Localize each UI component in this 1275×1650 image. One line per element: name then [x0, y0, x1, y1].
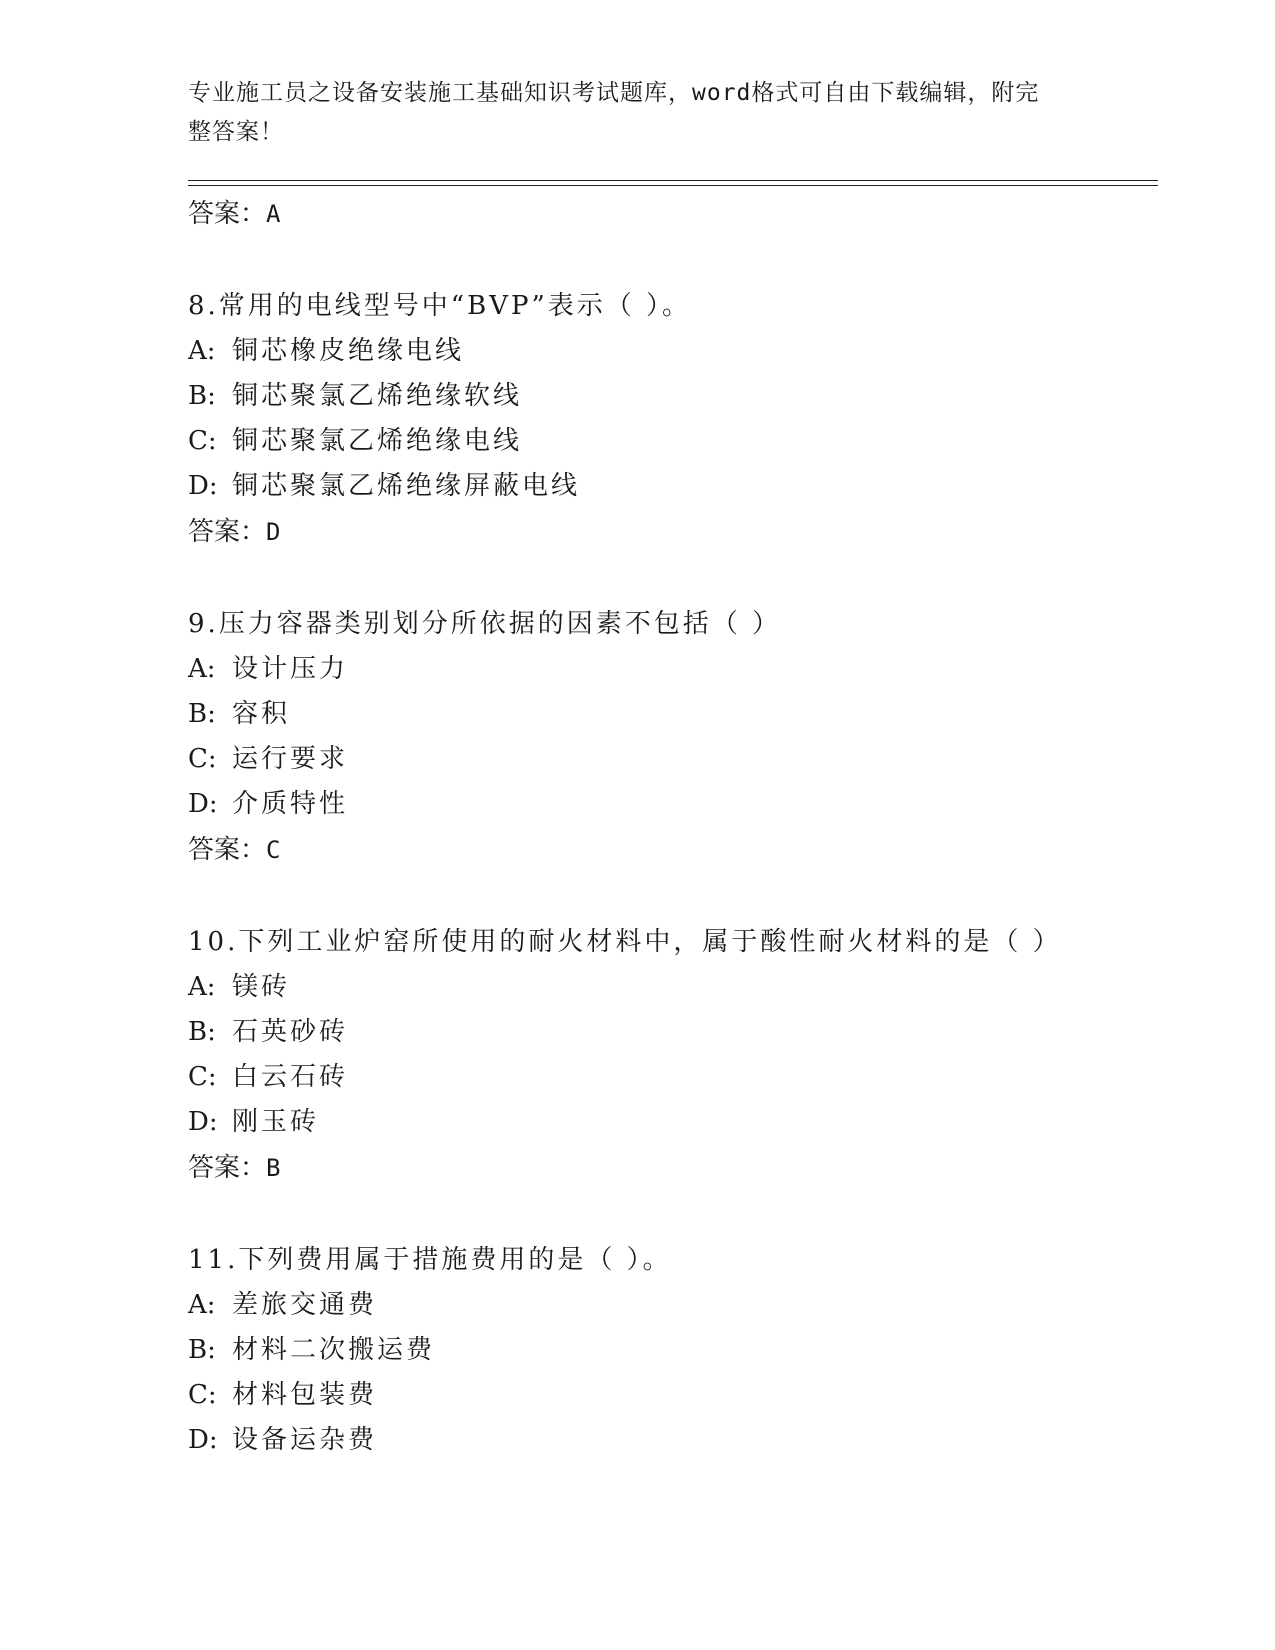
option-letter: D: — [188, 471, 218, 501]
answer-line — [188, 1145, 1158, 1191]
option-text: 材料包装费 — [232, 1380, 378, 1410]
option-d — [188, 464, 1158, 509]
option-letter: D: — [188, 1425, 218, 1455]
option-c — [188, 737, 1158, 782]
option-letter: C: — [188, 426, 217, 456]
answer-line — [188, 827, 1158, 873]
document-body — [188, 191, 1158, 1463]
option-d — [188, 782, 1158, 827]
option-c — [188, 419, 1158, 464]
option-text: 石英砂砖 — [232, 1017, 349, 1047]
option-c — [188, 1373, 1158, 1418]
document-header — [188, 74, 1088, 152]
header-line-1: 专业施工员之设备安装施工基础知识考试题库，word格式可自由下载编辑，附完 — [188, 80, 1040, 106]
option-a — [188, 329, 1158, 374]
answer-value: C — [266, 836, 281, 864]
option-a — [188, 647, 1158, 692]
option-text: 差旅交通费 — [232, 1290, 378, 1320]
option-text: 设计压力 — [232, 654, 349, 684]
option-text: 运行要求 — [232, 744, 349, 774]
option-d — [188, 1418, 1158, 1463]
option-b — [188, 374, 1158, 419]
option-text: 介质特性 — [232, 789, 349, 819]
option-letter: A: — [188, 1290, 216, 1320]
question-11: 11.下列费用属于措施费用的是（ ）。 — [188, 1245, 672, 1275]
option-a — [188, 965, 1158, 1010]
question-10: 10.下列工业炉窑所使用的耐火材料中，属于酸性耐火材料的是（ ） — [188, 927, 1062, 957]
option-letter: C: — [188, 744, 217, 774]
question-9: 9.压力容器类别划分所依据的因素不包括（ ） — [188, 609, 782, 639]
option-b — [188, 692, 1158, 737]
option-c — [188, 1055, 1158, 1100]
option-text: 铜芯橡皮绝缘电线 — [232, 336, 465, 366]
option-letter: B: — [188, 381, 216, 411]
option-text: 镁砖 — [232, 972, 291, 1002]
option-letter: A: — [188, 972, 216, 1002]
option-letter: B: — [188, 1017, 216, 1047]
header-line-2: 整答案！ — [188, 119, 284, 145]
answer-line — [188, 509, 1158, 555]
answer-value: A — [266, 200, 281, 228]
option-letter: B: — [188, 1335, 216, 1365]
option-letter: B: — [188, 699, 216, 729]
option-text: 刚玉砖 — [232, 1107, 320, 1137]
option-text: 铜芯聚氯乙烯绝缘软线 — [232, 381, 523, 411]
answer-value: D — [266, 518, 281, 546]
header-divider — [188, 180, 1158, 186]
option-letter: C: — [188, 1062, 217, 1092]
option-letter: A: — [188, 654, 216, 684]
option-text: 白云石砖 — [232, 1062, 349, 1092]
answer-label: 答案： — [188, 199, 267, 229]
option-text: 铜芯聚氯乙烯绝缘屏蔽电线 — [232, 471, 581, 501]
option-letter: A: — [188, 336, 216, 366]
option-text: 设备运杂费 — [232, 1425, 378, 1455]
option-d — [188, 1100, 1158, 1145]
answer-label: 答案： — [188, 835, 267, 865]
answer-value: B — [266, 1154, 281, 1182]
option-text: 材料二次搬运费 — [232, 1335, 436, 1365]
option-letter: D: — [188, 1107, 218, 1137]
option-b — [188, 1328, 1158, 1373]
option-letter: D: — [188, 789, 218, 819]
option-a — [188, 1283, 1158, 1328]
answer-label: 答案： — [188, 1153, 267, 1183]
question-8: 8.常用的电线型号中“BVP”表示（ ）。 — [188, 291, 692, 321]
option-letter: C: — [188, 1380, 217, 1410]
answer-label: 答案： — [188, 517, 267, 547]
option-b — [188, 1010, 1158, 1055]
option-text: 铜芯聚氯乙烯绝缘电线 — [232, 426, 523, 456]
answer-line — [188, 191, 1158, 237]
option-text: 容积 — [232, 699, 291, 729]
